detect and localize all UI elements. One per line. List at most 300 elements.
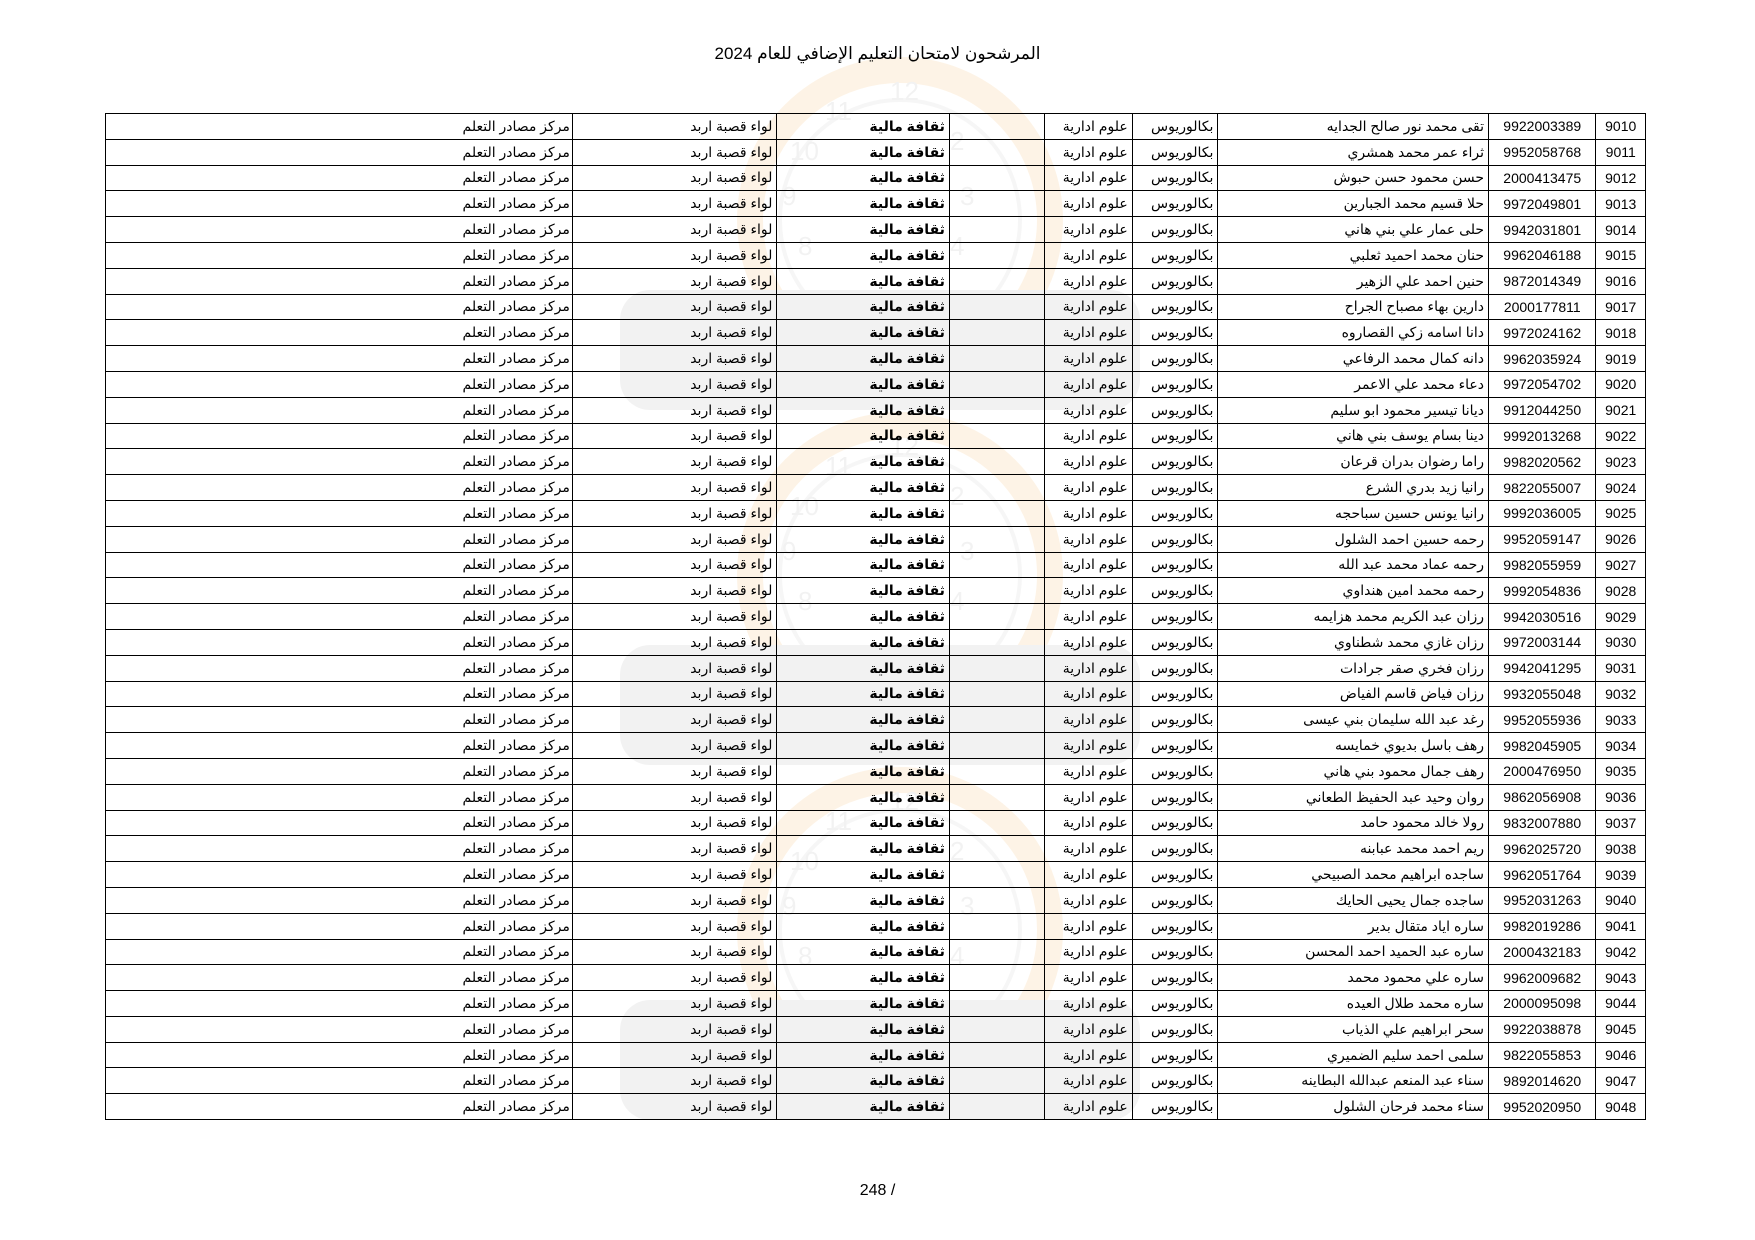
cell-national-id: 9912044250 <box>1489 397 1596 423</box>
cell-district: لواء قصبة اربد <box>572 1042 777 1068</box>
cell-spacer <box>949 707 1044 733</box>
cell-name: رزان فياض قاسم الفياض <box>1218 681 1489 707</box>
cell-center: مركز مصادر التعلم <box>106 114 573 140</box>
cell-national-id: 9822055853 <box>1489 1042 1596 1068</box>
cell-name: سلمى احمد سليم الضميري <box>1218 1042 1489 1068</box>
table-row <box>106 965 1646 991</box>
cell-district: لواء قصبة اربد <box>572 114 777 140</box>
cell-national-id: 9952020950 <box>1489 1094 1596 1120</box>
cell-degree: بكالوريوس <box>1132 758 1218 784</box>
cell-national-id: 9962009682 <box>1489 965 1596 991</box>
cell-degree: بكالوريوس <box>1132 810 1218 836</box>
cell-specialization: علوم ادارية <box>1044 242 1132 268</box>
cell-specialization: علوم ادارية <box>1044 346 1132 372</box>
cell-seq: 9039 <box>1596 862 1646 888</box>
cell-center: مركز مصادر التعلم <box>106 887 573 913</box>
cell-seq: 9015 <box>1596 242 1646 268</box>
cell-specialization: علوم ادارية <box>1044 475 1132 501</box>
cell-spacer <box>949 475 1044 501</box>
cell-center: مركز مصادر التعلم <box>106 862 573 888</box>
cell-national-id: 9952059147 <box>1489 526 1596 552</box>
cell-degree: بكالوريوس <box>1132 268 1218 294</box>
cell-specialization: علوم ادارية <box>1044 552 1132 578</box>
cell-center: مركز مصادر التعلم <box>106 526 573 552</box>
cell-specialization: علوم ادارية <box>1044 862 1132 888</box>
cell-subject: ثقافة مالية <box>777 733 949 759</box>
table-row <box>106 939 1646 965</box>
cell-specialization: علوم ادارية <box>1044 965 1132 991</box>
cell-spacer <box>949 629 1044 655</box>
cell-seq: 9047 <box>1596 1068 1646 1094</box>
cell-center: مركز مصادر التعلم <box>106 913 573 939</box>
cell-specialization: علوم ادارية <box>1044 423 1132 449</box>
table-row <box>106 268 1646 294</box>
cell-spacer <box>949 1042 1044 1068</box>
cell-name: رحمه حسين احمد الشلول <box>1218 526 1489 552</box>
cell-national-id: 9952055936 <box>1489 707 1596 733</box>
cell-subject: ثقافة مالية <box>777 1016 949 1042</box>
cell-national-id: 2000476950 <box>1489 758 1596 784</box>
cell-center: مركز مصادر التعلم <box>106 475 573 501</box>
cell-seq: 9011 <box>1596 139 1646 165</box>
cell-seq: 9012 <box>1596 165 1646 191</box>
cell-seq: 9044 <box>1596 991 1646 1017</box>
cell-name: ساره اياد متقال بدير <box>1218 913 1489 939</box>
cell-subject: ثقافة مالية <box>777 526 949 552</box>
cell-name: رحمه عماد محمد عبد الله <box>1218 552 1489 578</box>
cell-subject: ثقافة مالية <box>777 397 949 423</box>
cell-seq: 9025 <box>1596 500 1646 526</box>
cell-district: لواء قصبة اربد <box>572 475 777 501</box>
table-row <box>106 629 1646 655</box>
table-row <box>106 320 1646 346</box>
cell-district: لواء قصبة اربد <box>572 1094 777 1120</box>
cell-name: حلى عمار علي بني هاني <box>1218 217 1489 243</box>
cell-center: مركز مصادر التعلم <box>106 784 573 810</box>
cell-degree: بكالوريوس <box>1132 681 1218 707</box>
cell-center: مركز مصادر التعلم <box>106 268 573 294</box>
cell-spacer <box>949 294 1044 320</box>
cell-center: مركز مصادر التعلم <box>106 294 573 320</box>
table-row <box>106 784 1646 810</box>
cell-name: رغد عبد الله سليمان بني عيسى <box>1218 707 1489 733</box>
cell-degree: بكالوريوس <box>1132 604 1218 630</box>
cell-subject: ثقافة مالية <box>777 268 949 294</box>
cell-spacer <box>949 397 1044 423</box>
cell-district: لواء قصبة اربد <box>572 758 777 784</box>
cell-name: ريم احمد محمد عبابنه <box>1218 836 1489 862</box>
cell-national-id: 2000432183 <box>1489 939 1596 965</box>
candidates-table-body <box>106 114 1646 1120</box>
cell-spacer <box>949 552 1044 578</box>
table-row <box>106 862 1646 888</box>
cell-name: حسن محمود حسن حبوش <box>1218 165 1489 191</box>
cell-specialization: علوم ادارية <box>1044 810 1132 836</box>
cell-district: لواء قصبة اربد <box>572 371 777 397</box>
cell-center: مركز مصادر التعلم <box>106 449 573 475</box>
cell-district: لواء قصبة اربد <box>572 862 777 888</box>
cell-national-id: 9932055048 <box>1489 681 1596 707</box>
cell-spacer <box>949 784 1044 810</box>
cell-district: لواء قصبة اربد <box>572 939 777 965</box>
cell-subject: ثقافة مالية <box>777 681 949 707</box>
cell-center: مركز مصادر التعلم <box>106 1042 573 1068</box>
cell-spacer <box>949 836 1044 862</box>
svg-text:9: 9 <box>782 181 797 211</box>
cell-specialization: علوم ادارية <box>1044 578 1132 604</box>
cell-specialization: علوم ادارية <box>1044 1094 1132 1120</box>
cell-district: لواء قصبة اربد <box>572 733 777 759</box>
cell-seq: 9023 <box>1596 449 1646 475</box>
cell-national-id: 9992054836 <box>1489 578 1596 604</box>
cell-spacer <box>949 500 1044 526</box>
cell-degree: بكالوريوس <box>1132 1094 1218 1120</box>
table-row <box>106 165 1646 191</box>
cell-district: لواء قصبة اربد <box>572 810 777 836</box>
table-row <box>106 191 1646 217</box>
cell-national-id: 9962051764 <box>1489 862 1596 888</box>
cell-center: مركز مصادر التعلم <box>106 139 573 165</box>
cell-specialization: علوم ادارية <box>1044 629 1132 655</box>
cell-national-id: 9982020562 <box>1489 449 1596 475</box>
cell-center: مركز مصادر التعلم <box>106 191 573 217</box>
cell-spacer <box>949 655 1044 681</box>
cell-spacer <box>949 320 1044 346</box>
cell-spacer <box>949 371 1044 397</box>
cell-district: لواء قصبة اربد <box>572 629 777 655</box>
page-title: المرشحون لامتحان التعليم الإضافي للعام 2024 <box>714 44 1041 63</box>
table-row <box>106 913 1646 939</box>
cell-specialization: علوم ادارية <box>1044 217 1132 243</box>
cell-name: حنين احمد علي الزهير <box>1218 268 1489 294</box>
cell-seq: 9027 <box>1596 552 1646 578</box>
cell-center: مركز مصادر التعلم <box>106 939 573 965</box>
cell-degree: بكالوريوس <box>1132 733 1218 759</box>
table-row <box>106 139 1646 165</box>
cell-name: ثراء عمر محمد همشري <box>1218 139 1489 165</box>
cell-district: لواء قصبة اربد <box>572 604 777 630</box>
cell-subject: ثقافة مالية <box>777 836 949 862</box>
cell-district: لواء قصبة اربد <box>572 913 777 939</box>
cell-degree: بكالوريوس <box>1132 526 1218 552</box>
cell-degree: بكالوريوس <box>1132 500 1218 526</box>
cell-specialization: علوم ادارية <box>1044 397 1132 423</box>
cell-spacer <box>949 165 1044 191</box>
cell-name: رولا خالد محمود حامد <box>1218 810 1489 836</box>
cell-specialization: علوم ادارية <box>1044 1068 1132 1094</box>
cell-subject: ثقافة مالية <box>777 578 949 604</box>
cell-name: دانه كمال محمد الرفاعي <box>1218 346 1489 372</box>
cell-name: روان وحيد عبد الحفيظ الطعاني <box>1218 784 1489 810</box>
cell-seq: 9032 <box>1596 681 1646 707</box>
cell-name: ساره محمد طلال العيده <box>1218 991 1489 1017</box>
cell-name: سناء عبد المنعم عبدالله البطاينه <box>1218 1068 1489 1094</box>
table-row <box>106 887 1646 913</box>
cell-specialization: علوم ادارية <box>1044 114 1132 140</box>
table-row <box>106 1094 1646 1120</box>
cell-spacer <box>949 758 1044 784</box>
cell-seq: 9016 <box>1596 268 1646 294</box>
cell-spacer <box>949 449 1044 475</box>
cell-national-id: 9942030516 <box>1489 604 1596 630</box>
cell-degree: بكالوريوس <box>1132 346 1218 372</box>
cell-specialization: علوم ادارية <box>1044 733 1132 759</box>
cell-center: مركز مصادر التعلم <box>106 629 573 655</box>
table-row <box>106 604 1646 630</box>
cell-national-id: 9922038878 <box>1489 1016 1596 1042</box>
cell-seq: 9034 <box>1596 733 1646 759</box>
cell-seq: 9018 <box>1596 320 1646 346</box>
table-row <box>106 242 1646 268</box>
cell-degree: بكالوريوس <box>1132 655 1218 681</box>
cell-subject: ثقافة مالية <box>777 500 949 526</box>
cell-name: دعاء محمد علي الاعمر <box>1218 371 1489 397</box>
cell-national-id: 9832007880 <box>1489 810 1596 836</box>
cell-name: سناء محمد فرحان الشلول <box>1218 1094 1489 1120</box>
table-row <box>106 449 1646 475</box>
cell-national-id: 9962035924 <box>1489 346 1596 372</box>
cell-center: مركز مصادر التعلم <box>106 604 573 630</box>
cell-spacer <box>949 862 1044 888</box>
candidates-table <box>105 113 1646 1120</box>
table-row <box>106 217 1646 243</box>
cell-subject: ثقافة مالية <box>777 991 949 1017</box>
cell-seq: 9041 <box>1596 913 1646 939</box>
cell-district: لواء قصبة اربد <box>572 681 777 707</box>
cell-seq: 9010 <box>1596 114 1646 140</box>
table-row <box>106 1042 1646 1068</box>
cell-degree: بكالوريوس <box>1132 552 1218 578</box>
cell-name: حلا قسيم محمد الجبارين <box>1218 191 1489 217</box>
cell-degree: بكالوريوس <box>1132 475 1218 501</box>
cell-spacer <box>949 810 1044 836</box>
cell-degree: بكالوريوس <box>1132 165 1218 191</box>
cell-spacer <box>949 913 1044 939</box>
cell-specialization: علوم ادارية <box>1044 500 1132 526</box>
cell-degree: بكالوريوس <box>1132 862 1218 888</box>
table-row <box>106 810 1646 836</box>
cell-specialization: علوم ادارية <box>1044 268 1132 294</box>
cell-subject: ثقافة مالية <box>777 371 949 397</box>
cell-name: رانيا يونس حسين سباحجه <box>1218 500 1489 526</box>
svg-text:8: 8 <box>798 231 813 261</box>
cell-specialization: علوم ادارية <box>1044 526 1132 552</box>
cell-subject: ثقافة مالية <box>777 629 949 655</box>
cell-specialization: علوم ادارية <box>1044 449 1132 475</box>
cell-spacer <box>949 346 1044 372</box>
cell-center: مركز مصادر التعلم <box>106 397 573 423</box>
cell-specialization: علوم ادارية <box>1044 784 1132 810</box>
cell-subject: ثقافة مالية <box>777 114 949 140</box>
cell-degree: بكالوريوس <box>1132 707 1218 733</box>
cell-spacer <box>949 733 1044 759</box>
cell-spacer <box>949 578 1044 604</box>
cell-national-id: 2000095098 <box>1489 991 1596 1017</box>
cell-district: لواء قصبة اربد <box>572 139 777 165</box>
cell-degree: بكالوريوس <box>1132 913 1218 939</box>
cell-name: ساره علي محمود محمد <box>1218 965 1489 991</box>
cell-specialization: علوم ادارية <box>1044 939 1132 965</box>
table-row <box>106 578 1646 604</box>
cell-district: لواء قصبة اربد <box>572 294 777 320</box>
table-row <box>106 733 1646 759</box>
svg-text:10: 10 <box>790 136 819 166</box>
cell-national-id: 9962046188 <box>1489 242 1596 268</box>
cell-specialization: علوم ادارية <box>1044 913 1132 939</box>
table-row <box>106 423 1646 449</box>
cell-specialization: علوم ادارية <box>1044 887 1132 913</box>
cell-name: سحر ابراهيم علي الذياب <box>1218 1016 1489 1042</box>
cell-seq: 9038 <box>1596 836 1646 862</box>
cell-center: مركز مصادر التعلم <box>106 655 573 681</box>
cell-center: مركز مصادر التعلم <box>106 423 573 449</box>
cell-degree: بكالوريوس <box>1132 320 1218 346</box>
cell-subject: ثقافة مالية <box>777 294 949 320</box>
cell-national-id: 9952031263 <box>1489 887 1596 913</box>
svg-text:2: 2 <box>950 126 965 156</box>
cell-subject: ثقافة مالية <box>777 475 949 501</box>
cell-district: لواء قصبة اربد <box>572 784 777 810</box>
cell-center: مركز مصادر التعلم <box>106 578 573 604</box>
cell-name: رزان عبد الكريم محمد هزايمه <box>1218 604 1489 630</box>
cell-center: مركز مصادر التعلم <box>106 346 573 372</box>
table-row <box>106 1068 1646 1094</box>
cell-specialization: علوم ادارية <box>1044 320 1132 346</box>
cell-subject: ثقافة مالية <box>777 1042 949 1068</box>
cell-name: ساره عبد الحميد احمد المحسن <box>1218 939 1489 965</box>
cell-subject: ثقافة مالية <box>777 1068 949 1094</box>
cell-seq: 9043 <box>1596 965 1646 991</box>
cell-subject: ثقافة مالية <box>777 604 949 630</box>
cell-seq: 9040 <box>1596 887 1646 913</box>
cell-national-id: 9942031801 <box>1489 217 1596 243</box>
cell-subject: ثقافة مالية <box>777 139 949 165</box>
cell-seq: 9035 <box>1596 758 1646 784</box>
cell-subject: ثقافة مالية <box>777 965 949 991</box>
cell-name: دينا بسام يوسف بني هاني <box>1218 423 1489 449</box>
cell-subject: ثقافة مالية <box>777 449 949 475</box>
cell-national-id: 9972054702 <box>1489 371 1596 397</box>
cell-name: حنان محمد احميد ثعلبي <box>1218 242 1489 268</box>
cell-specialization: علوم ادارية <box>1044 1016 1132 1042</box>
cell-seq: 9042 <box>1596 939 1646 965</box>
cell-center: مركز مصادر التعلم <box>106 733 573 759</box>
cell-national-id: 9992013268 <box>1489 423 1596 449</box>
cell-district: لواء قصبة اربد <box>572 526 777 552</box>
cell-spacer <box>949 139 1044 165</box>
cell-seq: 9014 <box>1596 217 1646 243</box>
cell-subject: ثقافة مالية <box>777 552 949 578</box>
table-row <box>106 500 1646 526</box>
cell-center: مركز مصادر التعلم <box>106 217 573 243</box>
cell-degree: بكالوريوس <box>1132 114 1218 140</box>
cell-subject: ثقافة مالية <box>777 784 949 810</box>
cell-district: لواء قصبة اربد <box>572 707 777 733</box>
cell-degree: بكالوريوس <box>1132 242 1218 268</box>
cell-spacer <box>949 1068 1044 1094</box>
cell-district: لواء قصبة اربد <box>572 1016 777 1042</box>
cell-degree: بكالوريوس <box>1132 1016 1218 1042</box>
cell-seq: 9036 <box>1596 784 1646 810</box>
cell-national-id: 9922003389 <box>1489 114 1596 140</box>
cell-spacer <box>949 965 1044 991</box>
cell-subject: ثقافة مالية <box>777 191 949 217</box>
cell-degree: بكالوريوس <box>1132 1042 1218 1068</box>
cell-specialization: علوم ادارية <box>1044 371 1132 397</box>
cell-seq: 9026 <box>1596 526 1646 552</box>
cell-national-id: 9992036005 <box>1489 500 1596 526</box>
cell-seq: 9017 <box>1596 294 1646 320</box>
cell-specialization: علوم ادارية <box>1044 707 1132 733</box>
cell-center: مركز مصادر التعلم <box>106 500 573 526</box>
cell-seq: 9019 <box>1596 346 1646 372</box>
cell-district: لواء قصبة اربد <box>572 397 777 423</box>
table-row <box>106 1016 1646 1042</box>
cell-subject: ثقافة مالية <box>777 862 949 888</box>
cell-spacer <box>949 191 1044 217</box>
cell-district: لواء قصبة اربد <box>572 991 777 1017</box>
table-row <box>106 552 1646 578</box>
cell-center: مركز مصادر التعلم <box>106 552 573 578</box>
cell-seq: 9030 <box>1596 629 1646 655</box>
cell-name: راما رضوان بدران قرعان <box>1218 449 1489 475</box>
cell-name: رهف جمال محمود بني هاني <box>1218 758 1489 784</box>
cell-seq: 9033 <box>1596 707 1646 733</box>
cell-seq: 9045 <box>1596 1016 1646 1042</box>
table-row <box>106 836 1646 862</box>
cell-national-id: 9962025720 <box>1489 836 1596 862</box>
cell-specialization: علوم ادارية <box>1044 294 1132 320</box>
cell-subject: ثقافة مالية <box>777 655 949 681</box>
cell-degree: بكالوريوس <box>1132 1068 1218 1094</box>
cell-district: لواء قصبة اربد <box>572 655 777 681</box>
cell-district: لواء قصبة اربد <box>572 268 777 294</box>
cell-spacer <box>949 217 1044 243</box>
cell-spacer <box>949 681 1044 707</box>
cell-degree: بكالوريوس <box>1132 423 1218 449</box>
cell-spacer <box>949 1016 1044 1042</box>
cell-subject: ثقافة مالية <box>777 423 949 449</box>
table-row <box>106 991 1646 1017</box>
cell-degree: بكالوريوس <box>1132 887 1218 913</box>
cell-degree: بكالوريوس <box>1132 836 1218 862</box>
table-row <box>106 371 1646 397</box>
cell-degree: بكالوريوس <box>1132 217 1218 243</box>
cell-name: رحمه محمد امين هنداوي <box>1218 578 1489 604</box>
cell-district: لواء قصبة اربد <box>572 500 777 526</box>
cell-national-id: 9862056908 <box>1489 784 1596 810</box>
cell-spacer <box>949 526 1044 552</box>
table-row <box>106 475 1646 501</box>
table-row <box>106 114 1646 140</box>
cell-degree: بكالوريوس <box>1132 578 1218 604</box>
cell-seq: 9037 <box>1596 810 1646 836</box>
svg-text:4: 4 <box>950 231 965 261</box>
cell-degree: بكالوريوس <box>1132 449 1218 475</box>
table-row <box>106 681 1646 707</box>
cell-subject: ثقافة مالية <box>777 939 949 965</box>
cell-spacer <box>949 887 1044 913</box>
svg-text:3: 3 <box>960 181 975 211</box>
cell-name: رانيا زيد بدري الشرع <box>1218 475 1489 501</box>
cell-subject: ثقافة مالية <box>777 758 949 784</box>
cell-degree: بكالوريوس <box>1132 371 1218 397</box>
cell-district: لواء قصبة اربد <box>572 552 777 578</box>
cell-name: تقى محمد نور صالح الجدايه <box>1218 114 1489 140</box>
cell-name: دارين بهاء مصباح الجراح <box>1218 294 1489 320</box>
cell-national-id: 9972003144 <box>1489 629 1596 655</box>
cell-degree: بكالوريوس <box>1132 629 1218 655</box>
